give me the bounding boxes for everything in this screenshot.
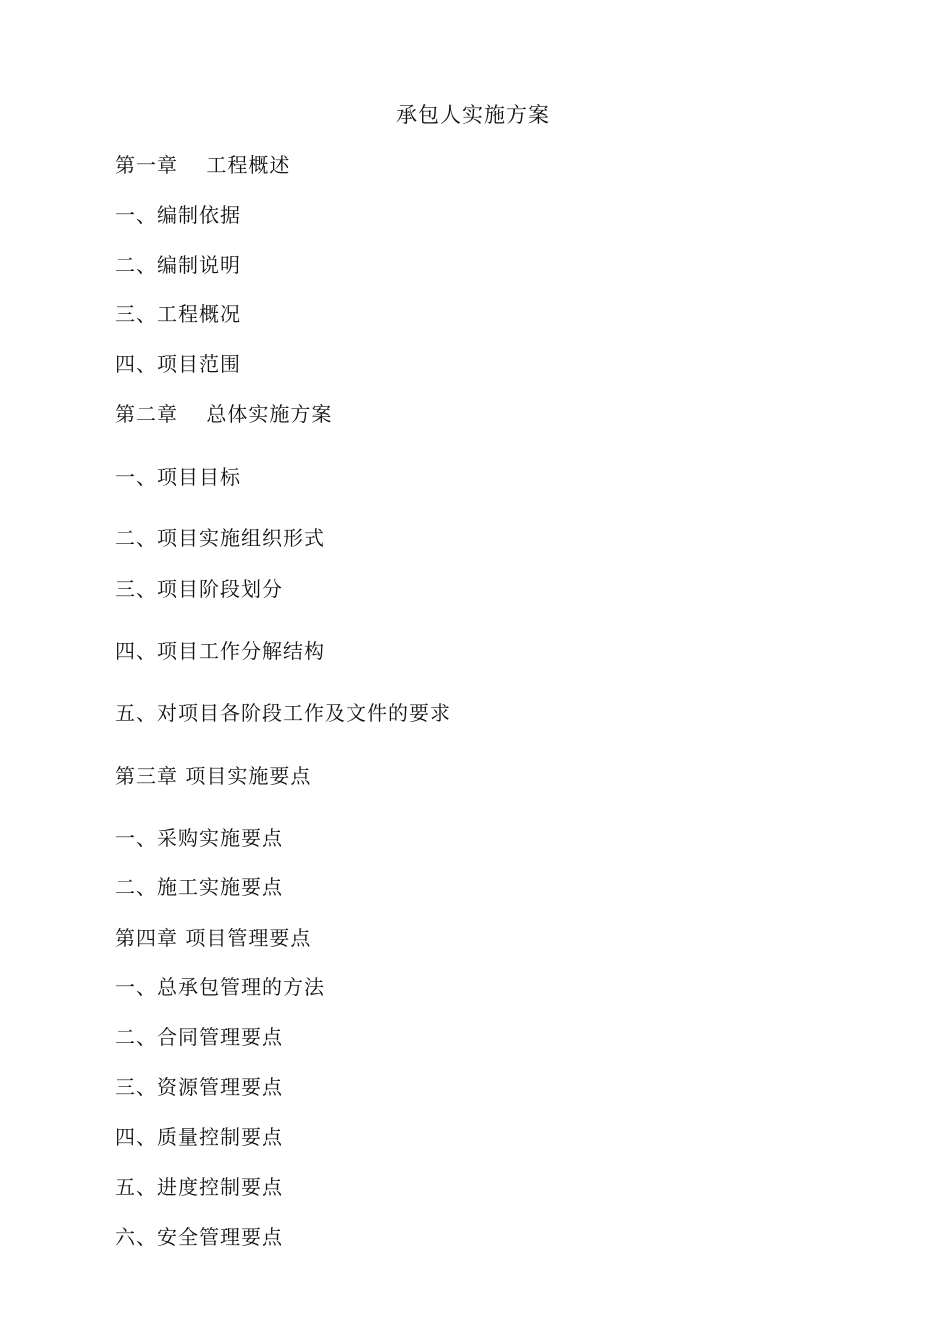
dot-leader xyxy=(283,1020,783,1050)
toc-entry-label: 二、合同管理要点 xyxy=(115,1024,283,1049)
dot-leader xyxy=(293,1220,795,1250)
toc-entry-label: 四、质量控制要点 xyxy=(115,1124,283,1149)
dot-leader xyxy=(241,297,783,327)
toc-entry xyxy=(115,460,783,490)
dot-leader xyxy=(241,248,783,278)
toc-entry-label: 第四章 项目管理要点 xyxy=(115,925,312,950)
dot-leader xyxy=(283,870,783,900)
toc-entry-label: 三、项目阶段划分 xyxy=(115,576,283,601)
toc-entry-label: 二、施工实施要点 xyxy=(115,874,283,899)
dot-leader xyxy=(283,1170,783,1200)
toc-entry-label: 二、编制说明 xyxy=(115,252,241,277)
dot-leader xyxy=(290,148,783,178)
document-title: 承包人实施方案 xyxy=(396,103,550,127)
toc-entry-label: 一、总承包管理的方法 xyxy=(115,974,325,999)
toc-entry xyxy=(115,921,772,951)
toc-entry-label: 五、进度控制要点 xyxy=(115,1174,283,1199)
dot-leader xyxy=(311,921,772,951)
toc-entry xyxy=(115,1220,795,1250)
dot-leader xyxy=(311,759,772,789)
dot-leader xyxy=(283,821,783,851)
toc-entry xyxy=(115,1020,783,1050)
toc-entry xyxy=(115,198,783,228)
toc-entry-label: 第一章 工程概述 xyxy=(115,152,291,177)
toc-entry-label: 六、安全管理要点 xyxy=(115,1224,283,1249)
toc-entry xyxy=(115,148,783,178)
toc-entry-label: 第二章 总体实施方案 xyxy=(115,401,333,426)
toc-entry-label: 三、资源管理要点 xyxy=(115,1074,283,1099)
toc-entry xyxy=(115,521,783,551)
toc-entry xyxy=(115,821,783,851)
toc-entry xyxy=(115,1170,783,1200)
toc-entry-label: 一、项目目标 xyxy=(115,464,241,489)
toc-entry xyxy=(115,696,783,726)
toc-entry-label: 五、对项目各阶段工作及文件的要求 xyxy=(115,700,451,725)
toc-entry-label: 四、项目工作分解结构 xyxy=(115,638,325,663)
dot-leader xyxy=(241,460,783,490)
toc-entry-label: 四、项目范围 xyxy=(115,351,241,376)
dot-leader xyxy=(241,347,783,377)
dot-leader xyxy=(325,634,783,664)
toc-entry xyxy=(115,297,783,327)
toc-entry-label: 二、项目实施组织形式 xyxy=(115,525,325,550)
toc-entry xyxy=(115,759,772,789)
dot-leader xyxy=(283,572,783,602)
dot-leader xyxy=(451,696,783,726)
dot-leader xyxy=(332,397,783,427)
toc-entry xyxy=(115,397,783,427)
dot-leader xyxy=(283,1120,783,1150)
dot-leader xyxy=(241,198,783,228)
toc-entry xyxy=(115,347,783,377)
toc-entry-label: 一、编制依据 xyxy=(115,202,241,227)
toc-entry-label: 三、工程概况 xyxy=(115,301,241,326)
toc-entry xyxy=(115,1120,783,1150)
dot-leader xyxy=(325,521,783,551)
toc-entry xyxy=(115,248,783,278)
toc-entry-label: 一、采购实施要点 xyxy=(115,825,283,850)
toc-entry xyxy=(115,634,783,664)
dot-leader xyxy=(283,1070,783,1100)
toc-entry xyxy=(115,1070,783,1100)
toc-entry-label: 第三章 项目实施要点 xyxy=(115,763,312,788)
toc-entry xyxy=(115,572,783,602)
toc-entry xyxy=(115,870,783,900)
toc-entry xyxy=(115,970,783,1000)
dot-leader xyxy=(325,970,783,1000)
